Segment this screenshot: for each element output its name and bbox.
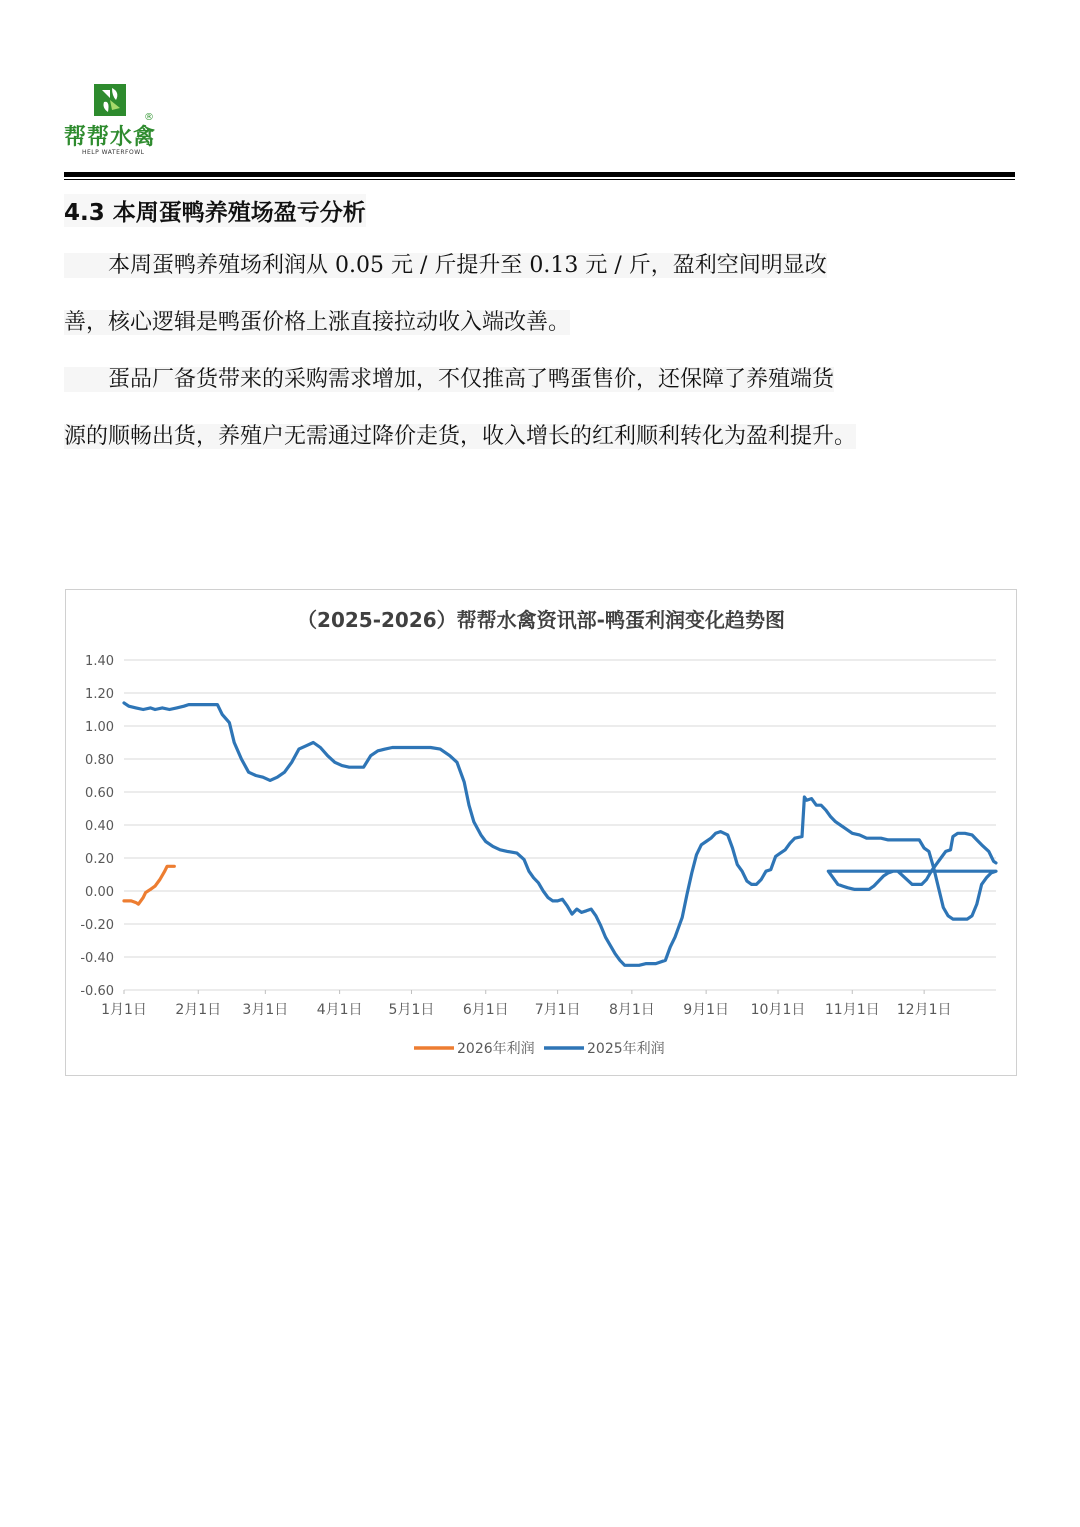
registered-mark: ® — [144, 112, 154, 123]
x-tick-label: 7月1日 — [534, 1002, 581, 1018]
y-tick-label: -0.20 — [80, 918, 114, 933]
y-tick-label: -0.60 — [80, 984, 114, 999]
y-tick-label: 0.60 — [85, 786, 114, 801]
series-line-2025 — [124, 703, 996, 965]
x-tick-label: 3月1日 — [242, 1002, 289, 1018]
y-tick-label: -0.40 — [80, 951, 114, 966]
y-tick-label: 0.40 — [85, 819, 114, 834]
x-tick-label: 4月1日 — [316, 1002, 363, 1018]
x-tick-label: 9月1日 — [683, 1002, 730, 1018]
x-tick-label: 10月1日 — [750, 1002, 806, 1018]
paragraph-line: 蛋品厂备货带来的采购需求增加，不仅推高了鸭蛋售价，还保障了养殖端货 — [64, 367, 835, 392]
y-tick-label: 0.00 — [85, 885, 114, 900]
x-tick-label: 11月1日 — [824, 1002, 880, 1018]
brand-name: 帮帮水禽 — [64, 125, 157, 150]
y-tick-label: 1.00 — [85, 720, 114, 735]
legend-label-2026: 2026年利润 — [457, 1041, 535, 1057]
x-tick-label: 5月1日 — [388, 1002, 435, 1018]
y-tick-label: 1.40 — [85, 654, 114, 669]
chart-svg — [66, 590, 1016, 1075]
header-rule-thin — [64, 179, 1015, 180]
y-tick-label: 0.20 — [85, 852, 114, 867]
x-tick-label: 1月1日 — [101, 1002, 147, 1018]
x-tick-label: 8月1日 — [608, 1002, 655, 1018]
chart-title: （2025-2026）帮帮水禽资讯部-鸭蛋利润变化趋势图 — [297, 608, 785, 632]
x-tick-label: 6月1日 — [462, 1002, 509, 1018]
x-tick-label: 12月1日 — [896, 1002, 952, 1018]
profit-trend-chart — [65, 589, 1017, 1076]
paragraph-line: 善，核心逻辑是鸭蛋价格上涨直接拉动收入端改善。 — [64, 310, 571, 335]
y-tick-label: 0.80 — [85, 753, 114, 768]
legend-label-2025: 2025年利润 — [587, 1041, 665, 1057]
x-tick-label: 2月1日 — [175, 1002, 222, 1018]
paragraph-2 — [64, 351, 1016, 465]
header-rule-thick — [64, 172, 1015, 177]
series-line-2026 — [124, 866, 174, 904]
paragraph-line: 源的顺畅出货，养殖户无需通过降价走货，收入增长的红利顺利转化为盈利提升。 — [64, 424, 857, 449]
paragraph-line: 本周蛋鸭养殖场利润从 0.05 元 / 斤提升至 0.13 元 / 斤，盈利空间明显改 — [64, 253, 827, 278]
leaf-logo-icon — [94, 84, 126, 116]
brand-subtitle: HELP WATERFOWL — [82, 149, 145, 156]
brand-logo — [64, 82, 164, 162]
paragraph-1 — [64, 237, 1016, 351]
y-tick-label: 1.20 — [85, 687, 114, 702]
section-title: 4.3 本周蛋鸭养殖场盈亏分析 — [64, 194, 366, 227]
